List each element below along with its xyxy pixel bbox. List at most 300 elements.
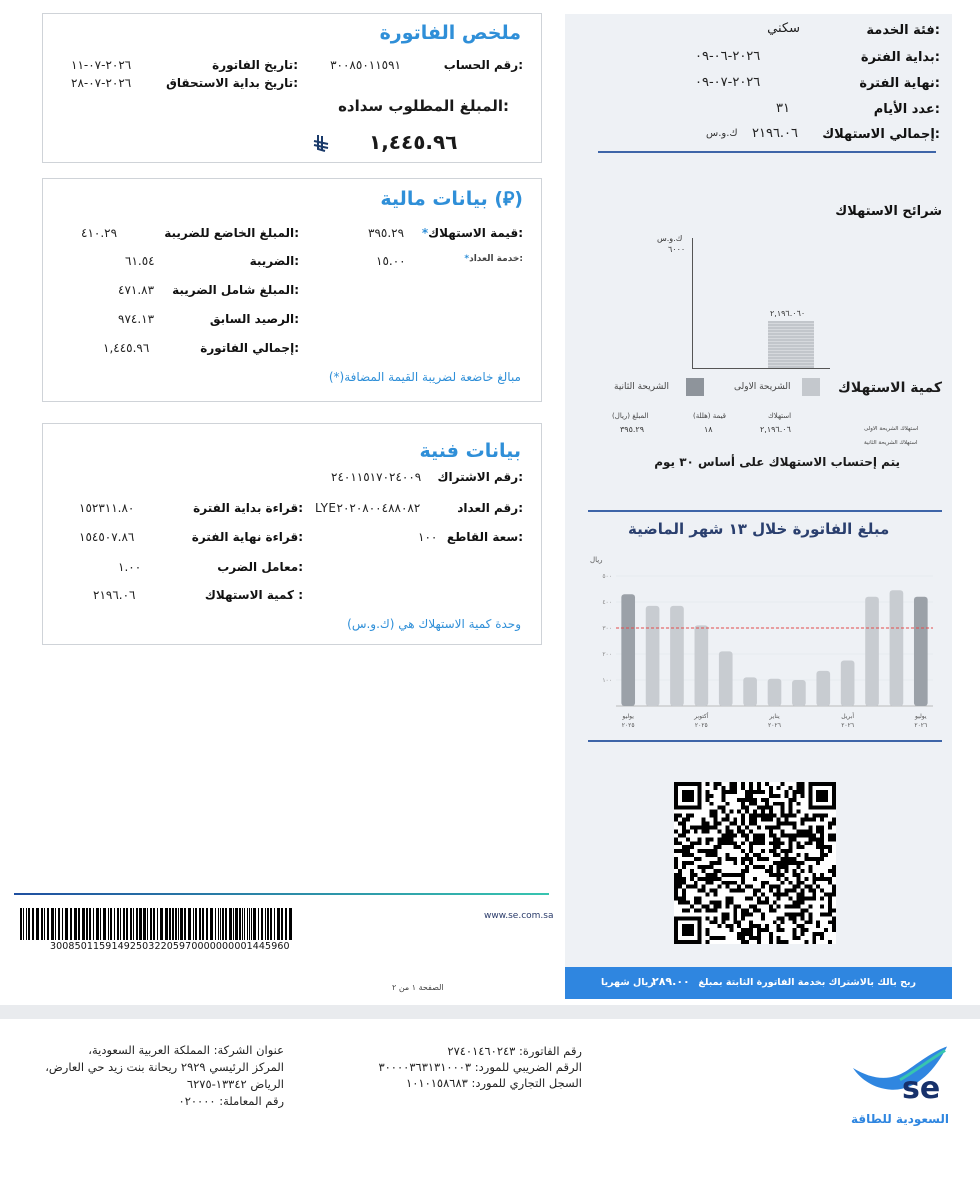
qr-module — [706, 829, 710, 833]
qr-module — [816, 920, 820, 924]
qr-module — [737, 924, 741, 928]
qr-module — [741, 861, 745, 865]
qr-module — [824, 893, 828, 897]
qr-module — [832, 837, 836, 841]
qr-module — [820, 857, 824, 861]
qr-module — [741, 806, 745, 810]
qr-module — [796, 853, 800, 857]
qr-module — [761, 841, 765, 845]
qr-module — [820, 818, 824, 822]
qr-module — [725, 833, 729, 837]
qr-module — [710, 936, 714, 940]
qr-module — [796, 810, 800, 814]
qr-module — [816, 924, 820, 928]
bill-bar — [914, 597, 928, 706]
qr-module — [682, 822, 686, 826]
qr-module — [832, 873, 836, 877]
qr-module — [820, 889, 824, 893]
qr-module — [741, 849, 745, 853]
qr-module — [793, 794, 797, 798]
qr-module — [714, 845, 718, 849]
qr-module — [686, 885, 690, 889]
qr-module — [785, 912, 789, 916]
qr-module — [741, 908, 745, 912]
qr-module — [725, 885, 729, 889]
qr-module — [812, 837, 816, 841]
barcode-bar — [178, 908, 179, 940]
qr-module — [808, 829, 812, 833]
qr-module — [733, 873, 737, 877]
due-date-value: ٢٠٢٦-٠٧-٢٨ — [71, 76, 132, 90]
website-link[interactable]: www.se.com.sa — [484, 911, 554, 921]
qr-module — [773, 849, 777, 853]
bill-bar — [816, 671, 830, 706]
breaker-value: ١٠٠ — [418, 530, 438, 544]
qr-module — [781, 857, 785, 861]
bill-bar — [695, 625, 709, 706]
qr-module — [804, 908, 808, 912]
qr-module — [741, 802, 745, 806]
legend-tier1-swatch — [802, 378, 820, 396]
bill-chart-title: مبلغ الفاتورة خلال ١٣ شهر الماضية — [628, 520, 890, 538]
qr-module — [832, 869, 836, 873]
qr-module — [749, 822, 753, 826]
qr-module — [729, 841, 733, 845]
qr-module — [749, 845, 753, 849]
qr-module — [769, 806, 773, 810]
subscription-value: ٢٤٠١١٥١٧٠٢٤٠٠٩ — [331, 470, 422, 484]
qr-module — [694, 825, 698, 829]
qr-module — [729, 822, 733, 826]
qr-module — [733, 822, 737, 826]
barcode-bar — [270, 908, 272, 940]
qr-module — [781, 881, 785, 885]
qr-module — [714, 920, 718, 924]
qr-module — [804, 857, 808, 861]
qr-module — [729, 782, 733, 786]
qr-module — [824, 845, 828, 849]
qr-module — [785, 889, 789, 893]
qr-module — [785, 940, 789, 944]
qr-module — [737, 810, 741, 814]
barcode-bar — [249, 908, 250, 940]
qr-module — [796, 904, 800, 908]
qr-module — [793, 814, 797, 818]
qr-module — [820, 849, 824, 853]
qr-module — [702, 877, 706, 881]
qr-module — [682, 877, 686, 881]
barcode-bar — [258, 908, 259, 940]
qr-module — [678, 841, 682, 845]
qr-module — [682, 833, 686, 837]
qr-module — [820, 837, 824, 841]
qr-module — [694, 829, 698, 833]
qr-module — [800, 924, 804, 928]
barcode-bar — [153, 908, 155, 940]
qr-module — [741, 912, 745, 916]
qr-module — [710, 837, 714, 841]
qr-module — [749, 885, 753, 889]
qr-module — [745, 794, 749, 798]
qr-module — [753, 853, 757, 857]
qr-module — [741, 798, 745, 802]
qr-module — [789, 845, 793, 849]
qr-module — [725, 897, 729, 901]
qr-module — [777, 936, 781, 940]
qr-module — [698, 841, 702, 845]
qr-module — [781, 810, 785, 814]
barcode-bar — [74, 908, 77, 940]
qr-module — [781, 916, 785, 920]
qr-module — [706, 873, 710, 877]
qr-module — [729, 928, 733, 932]
barcode-bar — [100, 908, 101, 940]
qr-module — [749, 897, 753, 901]
qr-module — [690, 825, 694, 829]
footer-address-1: عنوان الشركة: المملكة العربية السعودية، — [88, 1043, 284, 1057]
qr-module — [820, 904, 824, 908]
qr-module — [714, 810, 718, 814]
account-value: ٣٠٠٨٥٠١١٥٩١ — [330, 58, 401, 72]
qr-module — [694, 908, 698, 912]
qr-module — [725, 818, 729, 822]
qr-module — [820, 829, 824, 833]
qr-module — [804, 829, 808, 833]
qr-module — [753, 814, 757, 818]
qr-module — [832, 889, 836, 893]
qr-module — [725, 916, 729, 920]
qr-module — [761, 901, 765, 905]
qr-module — [804, 833, 808, 837]
qr-module — [777, 885, 781, 889]
tier-y-axis — [692, 238, 693, 369]
bill-bar — [792, 680, 806, 706]
qr-module — [674, 841, 678, 845]
qr-module — [729, 857, 733, 861]
qr-module — [828, 825, 832, 829]
qr-module — [717, 885, 721, 889]
qr-module — [785, 861, 789, 865]
qr-module — [781, 833, 785, 837]
qr-module — [812, 889, 816, 893]
qr-module — [777, 928, 781, 932]
qr-module — [828, 837, 832, 841]
qr-module — [769, 873, 773, 877]
footer-address-4: رقم المعاملة: ٠٢٠٠٠٠ — [178, 1094, 284, 1108]
qr-module — [714, 818, 718, 822]
qr-module — [820, 897, 824, 901]
qr-module — [710, 877, 714, 881]
barcode-bar — [247, 908, 248, 940]
tax-value: ٦١.٥٤ — [125, 254, 155, 268]
qr-module — [729, 901, 733, 905]
x-tick-month: أبريل — [841, 713, 855, 720]
bill-bar — [670, 606, 684, 706]
qr-module — [682, 908, 686, 912]
qr-module — [702, 829, 706, 833]
qr-module — [808, 912, 812, 916]
qr-module — [761, 857, 765, 861]
qr-module — [796, 802, 800, 806]
barcode-bar — [120, 908, 121, 940]
qr-module — [777, 861, 781, 865]
qr-module — [781, 865, 785, 869]
qr-module — [706, 877, 710, 881]
qr-finder-core — [816, 790, 828, 802]
qr-module — [757, 837, 761, 841]
qr-module — [694, 857, 698, 861]
qr-module — [686, 829, 690, 833]
qr-module — [789, 861, 793, 865]
qr-module — [761, 916, 765, 920]
qr-module — [682, 881, 686, 885]
tier-col-amount: المبلغ (ريال) — [612, 412, 649, 420]
x-tick-month: يوليو — [915, 713, 927, 720]
qr-module — [773, 885, 777, 889]
qr-module — [721, 936, 725, 940]
qr-module — [832, 833, 836, 837]
qr-module — [698, 889, 702, 893]
qr-module — [757, 901, 761, 905]
meter-service-label: *خدمة العداد: — [464, 254, 523, 264]
qr-module — [733, 857, 737, 861]
qr-module — [765, 814, 769, 818]
qr-module — [800, 818, 804, 822]
bill-history-chart — [588, 548, 940, 738]
qr-module — [785, 794, 789, 798]
total-consumption-unit: ك.و.س — [706, 128, 738, 139]
qr-module — [717, 841, 721, 845]
qr-module — [717, 924, 721, 928]
qr-module — [804, 928, 808, 932]
qr-module — [777, 841, 781, 845]
qr-module — [773, 825, 777, 829]
qr-module — [773, 833, 777, 837]
qr-module — [690, 814, 694, 818]
qr-module — [793, 932, 797, 936]
qr-module — [749, 857, 753, 861]
qr-module — [761, 849, 765, 853]
qr-module — [793, 790, 797, 794]
qr-module — [710, 901, 714, 905]
barcode-bar — [218, 908, 219, 940]
consumption-value: ٣٩٥.٢٩ — [368, 226, 405, 240]
qr-module — [686, 908, 690, 912]
qr-module — [793, 928, 797, 932]
qr-module — [828, 849, 832, 853]
footer-cr-no: السجل التجاري للمورد: ١٠١٠١٥٨٦٨٣ — [406, 1076, 582, 1090]
tier-consumption-bar — [768, 321, 814, 368]
qr-module — [785, 904, 789, 908]
qr-module — [789, 889, 793, 893]
qr-module — [690, 869, 694, 873]
qr-module — [761, 833, 765, 837]
qr-module — [702, 865, 706, 869]
qr-module — [785, 814, 789, 818]
qr-module — [749, 912, 753, 916]
qr-module — [721, 916, 725, 920]
barcode-bar — [281, 908, 283, 940]
qr-module — [733, 916, 737, 920]
qr-module — [749, 932, 753, 936]
qr-module — [812, 857, 816, 861]
barcode-bar — [89, 908, 91, 940]
qr-module — [674, 861, 678, 865]
barcode-bar — [202, 908, 204, 940]
qr-module — [745, 798, 749, 802]
qr-module — [812, 833, 816, 837]
barcode-bar — [193, 908, 194, 940]
qr-module — [804, 920, 808, 924]
qr-module — [773, 901, 777, 905]
qr-module — [800, 897, 804, 901]
barcode-bar — [165, 908, 168, 940]
qr-module — [706, 782, 710, 786]
qr-module — [686, 849, 690, 853]
barcode-bar — [114, 908, 115, 940]
banner-suffix: ريال شهريا — [601, 977, 654, 988]
qr-module — [698, 849, 702, 853]
qr-module — [702, 885, 706, 889]
qr-module — [789, 912, 793, 916]
qr-module — [785, 818, 789, 822]
qr-module — [773, 861, 777, 865]
qr-module — [706, 798, 710, 802]
footer-address-3: الرياض ١٣٣٤٢-٦٢٧٥ — [186, 1077, 284, 1091]
qr-module — [749, 936, 753, 940]
qr-module — [749, 798, 753, 802]
period-end-value: ٢٠٢٦-٠٧-٠٩ — [695, 75, 761, 90]
qr-module — [721, 818, 725, 822]
qr-module — [710, 849, 714, 853]
qr-module — [698, 825, 702, 829]
qr-module — [812, 940, 816, 944]
qr-module — [781, 861, 785, 865]
qr-module — [820, 825, 824, 829]
qr-module — [804, 877, 808, 881]
qr-module — [769, 908, 773, 912]
qr-module — [741, 814, 745, 818]
qr-module — [820, 873, 824, 877]
qr-module — [761, 885, 765, 889]
qr-module — [682, 845, 686, 849]
qr-module — [793, 861, 797, 865]
qr-module — [757, 936, 761, 940]
qr-module — [816, 837, 820, 841]
service-category-label: فئة الخدمة: — [866, 23, 940, 38]
vat-note: (*)مبالغ خاضعة لضريبة القيمة المضافة — [328, 370, 521, 384]
barcode-bar — [36, 908, 39, 940]
qr-module — [765, 798, 769, 802]
barcode-bar — [180, 908, 183, 940]
qr-module — [678, 885, 682, 889]
qr-module — [757, 857, 761, 861]
qr-module — [745, 857, 749, 861]
barcode-bar — [199, 908, 201, 940]
tier-bar-label: ٢,١٩٦.٠٦٠ — [770, 309, 806, 319]
bill-bar — [865, 597, 879, 706]
page-divider — [14, 893, 549, 895]
qr-module — [812, 936, 816, 940]
qr-module — [717, 936, 721, 940]
qr-module — [714, 822, 718, 826]
qr-module — [706, 940, 710, 944]
qr-module — [812, 897, 816, 901]
qr-module — [804, 853, 808, 857]
barcode-bar — [139, 908, 142, 940]
qr-module — [800, 908, 804, 912]
qr-module — [717, 829, 721, 833]
qr-module — [777, 924, 781, 928]
qr-module — [678, 814, 682, 818]
qr-module — [741, 940, 745, 944]
qr-module — [678, 881, 682, 885]
qr-module — [674, 829, 678, 833]
qr-module — [674, 881, 678, 885]
qr-module — [733, 833, 737, 837]
qr-module — [717, 822, 721, 826]
qr-module — [757, 786, 761, 790]
qr-module — [749, 849, 753, 853]
qr-module — [761, 818, 765, 822]
qr-module — [717, 904, 721, 908]
total-with-tax-label: المبلغ شامل الضريبة: — [172, 283, 299, 297]
qr-module — [785, 849, 789, 853]
qr-module — [800, 782, 804, 786]
bill-bar — [890, 590, 904, 706]
qr-module — [725, 841, 729, 845]
qr-module — [753, 790, 757, 794]
qr-module — [793, 904, 797, 908]
qr-module — [721, 873, 725, 877]
x-tick-month: أكتوبر — [694, 713, 709, 720]
qr-module — [761, 814, 765, 818]
qr-module — [690, 841, 694, 845]
qr-module — [714, 849, 718, 853]
tier-row-2: استهلاك الشريحة الثانية — [864, 440, 918, 446]
qr-module — [733, 782, 737, 786]
qr-module — [757, 825, 761, 829]
qr-module — [777, 837, 781, 841]
qr-module — [749, 794, 753, 798]
qr-module — [820, 853, 824, 857]
qr-module — [702, 904, 706, 908]
qr-module — [800, 901, 804, 905]
qr-module — [828, 901, 832, 905]
barcode-bar — [70, 908, 72, 940]
qr-module — [686, 861, 690, 865]
qr-module — [828, 893, 832, 897]
qr-module — [714, 893, 718, 897]
qr-module — [729, 924, 733, 928]
qr-module — [769, 940, 773, 944]
qr-module — [796, 790, 800, 794]
bill-bar — [841, 661, 855, 707]
qr-module — [749, 782, 753, 786]
qr-module — [725, 825, 729, 829]
summary-title: ملخص الفاتورة — [379, 22, 521, 44]
qr-module — [832, 908, 836, 912]
qr-module — [793, 825, 797, 829]
barcode-bar — [126, 908, 128, 940]
qr-module — [729, 897, 733, 901]
qr-module — [796, 893, 800, 897]
qr-module — [789, 841, 793, 845]
barcode-bar — [110, 908, 112, 940]
qr-module — [808, 916, 812, 920]
qr-module — [796, 877, 800, 881]
qr-module — [820, 912, 824, 916]
